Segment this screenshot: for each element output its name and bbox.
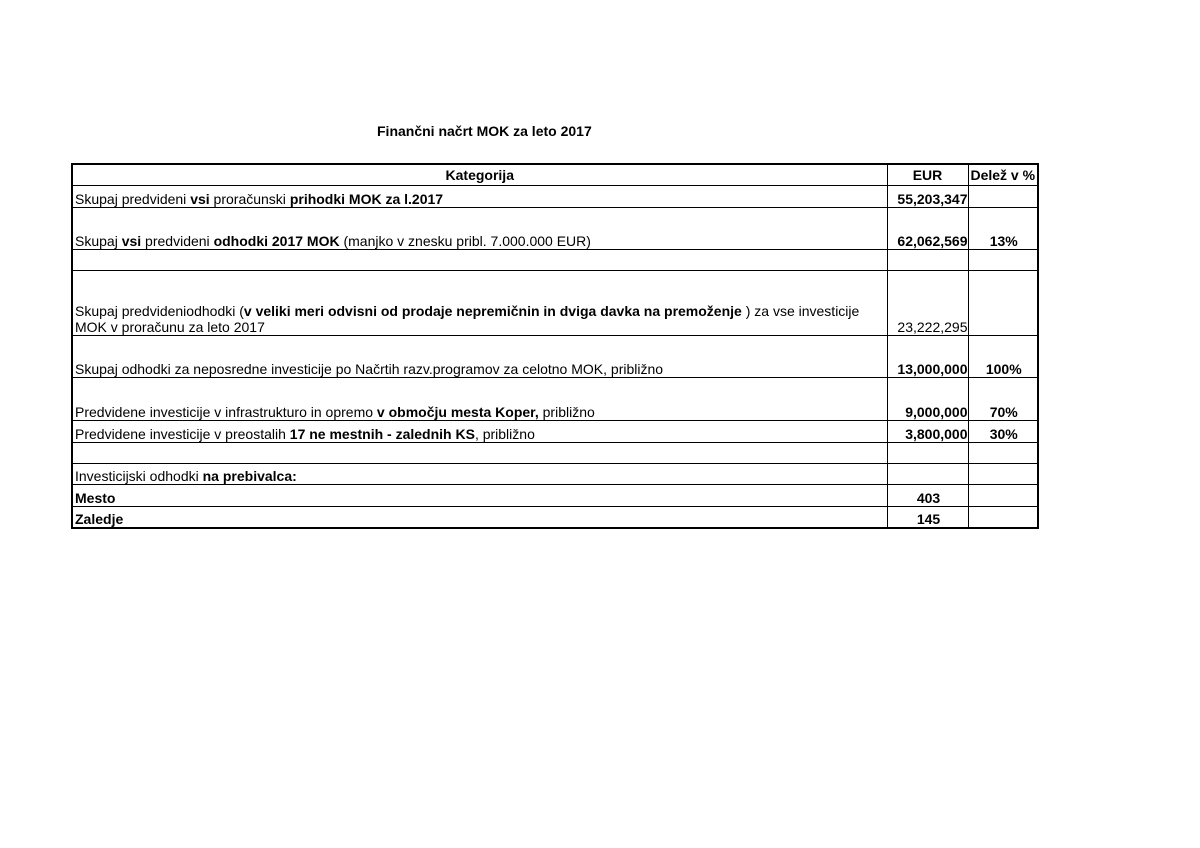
- cell-category: [72, 484, 887, 506]
- cell-eur: 13,000,000: [887, 335, 968, 377]
- cell-category: [72, 207, 887, 249]
- category-text-part: Investicijski odhodki: [75, 467, 203, 484]
- cell-eur: 23,222,295: [887, 270, 968, 335]
- category-text-part: , približno: [474, 425, 535, 442]
- table-row: [72, 420, 1038, 442]
- category-text-part: Mesto: [75, 489, 116, 506]
- table-row: [72, 249, 1038, 270]
- category-text-part: odhodki 2017 MOK: [213, 232, 340, 249]
- category-text-part: predvideni: [141, 232, 214, 249]
- table-header-row: [72, 164, 1038, 185]
- cell-category: [72, 249, 887, 270]
- category-text-part: Skupaj: [75, 232, 122, 249]
- category-text-part: v območju mesta Koper,: [376, 403, 539, 420]
- cell-category: [72, 185, 887, 207]
- header-eur: EUR: [887, 164, 968, 185]
- cell-eur: [887, 442, 968, 463]
- table-row: [72, 207, 1038, 249]
- cell-category: [72, 335, 887, 377]
- header-category: Kategorija: [72, 164, 887, 185]
- header-share: Delež v %: [968, 164, 1038, 185]
- cell-share: 100%: [968, 335, 1038, 377]
- category-text-part: v veliki meri odvisni od prodaje nepremičnin in dviga davka na premoženje: [243, 302, 742, 319]
- cell-eur: 9,000,000: [887, 377, 968, 420]
- cell-share: [968, 249, 1038, 270]
- cell-category: [72, 420, 887, 442]
- cell-category: [72, 270, 887, 335]
- category-text-part: 17 ne mestnih - zalednih KS: [289, 425, 475, 442]
- category-text-part: (manjko v znesku pribl. 7.000.000 EUR): [339, 232, 591, 249]
- page-title: Finančni načrt MOK za leto 2017: [377, 123, 592, 139]
- cell-share: 13%: [968, 207, 1038, 249]
- cell-eur: [887, 463, 968, 484]
- table-row: [72, 506, 1038, 528]
- table-row: [72, 270, 1038, 335]
- category-text-part: Predvidene investicije v preostalih: [75, 425, 290, 442]
- cell-eur: 55,203,347: [887, 185, 968, 207]
- category-text-part: Zaledje: [75, 511, 124, 527]
- financial-plan-table: [71, 163, 1039, 529]
- cell-eur: 62,062,569: [887, 207, 968, 249]
- table-row: [72, 335, 1038, 377]
- category-text-part: proračunski: [213, 190, 290, 207]
- category-text-part: vsi: [121, 232, 142, 249]
- table-body: [72, 185, 1038, 528]
- table-row: [72, 442, 1038, 463]
- category-text-part: ) za vse investicije MOK v proračunu za leto 2017: [75, 302, 860, 335]
- cell-category: [72, 377, 887, 420]
- cell-category: [72, 506, 887, 528]
- cell-eur: 403: [887, 484, 968, 506]
- cell-share: 30%: [968, 420, 1038, 442]
- cell-eur: 3,800,000: [887, 420, 968, 442]
- category-text-part: prihodki MOK za l.2017: [289, 190, 444, 207]
- cell-eur: 145: [887, 506, 968, 528]
- cell-share: 70%: [968, 377, 1038, 420]
- cell-share: [968, 442, 1038, 463]
- cell-share: [968, 270, 1038, 335]
- cell-category: [72, 463, 887, 484]
- cell-share: [968, 463, 1038, 484]
- table-row: [72, 463, 1038, 484]
- cell-eur: [887, 249, 968, 270]
- cell-category: [72, 442, 887, 463]
- cell-share: [968, 185, 1038, 207]
- category-text-part: Skupaj odhodki za neposredne investicije po Načrtih razv.programov za celotno MOK, približno: [75, 360, 664, 377]
- cell-share: [968, 484, 1038, 506]
- category-text-part: Predvidene investicije v infrastrukturo in opremo: [75, 403, 377, 420]
- category-text-part: Skupaj predvideniodhodki (: [75, 302, 244, 319]
- table-row: [72, 377, 1038, 420]
- table-row: [72, 185, 1038, 207]
- table-row: [72, 484, 1038, 506]
- category-text-part: približno: [538, 403, 595, 420]
- category-text-part: Skupaj predvideni: [75, 190, 191, 207]
- category-text-part: na prebivalca:: [202, 467, 297, 484]
- category-text-part: vsi: [190, 190, 214, 207]
- cell-share: [968, 506, 1038, 528]
